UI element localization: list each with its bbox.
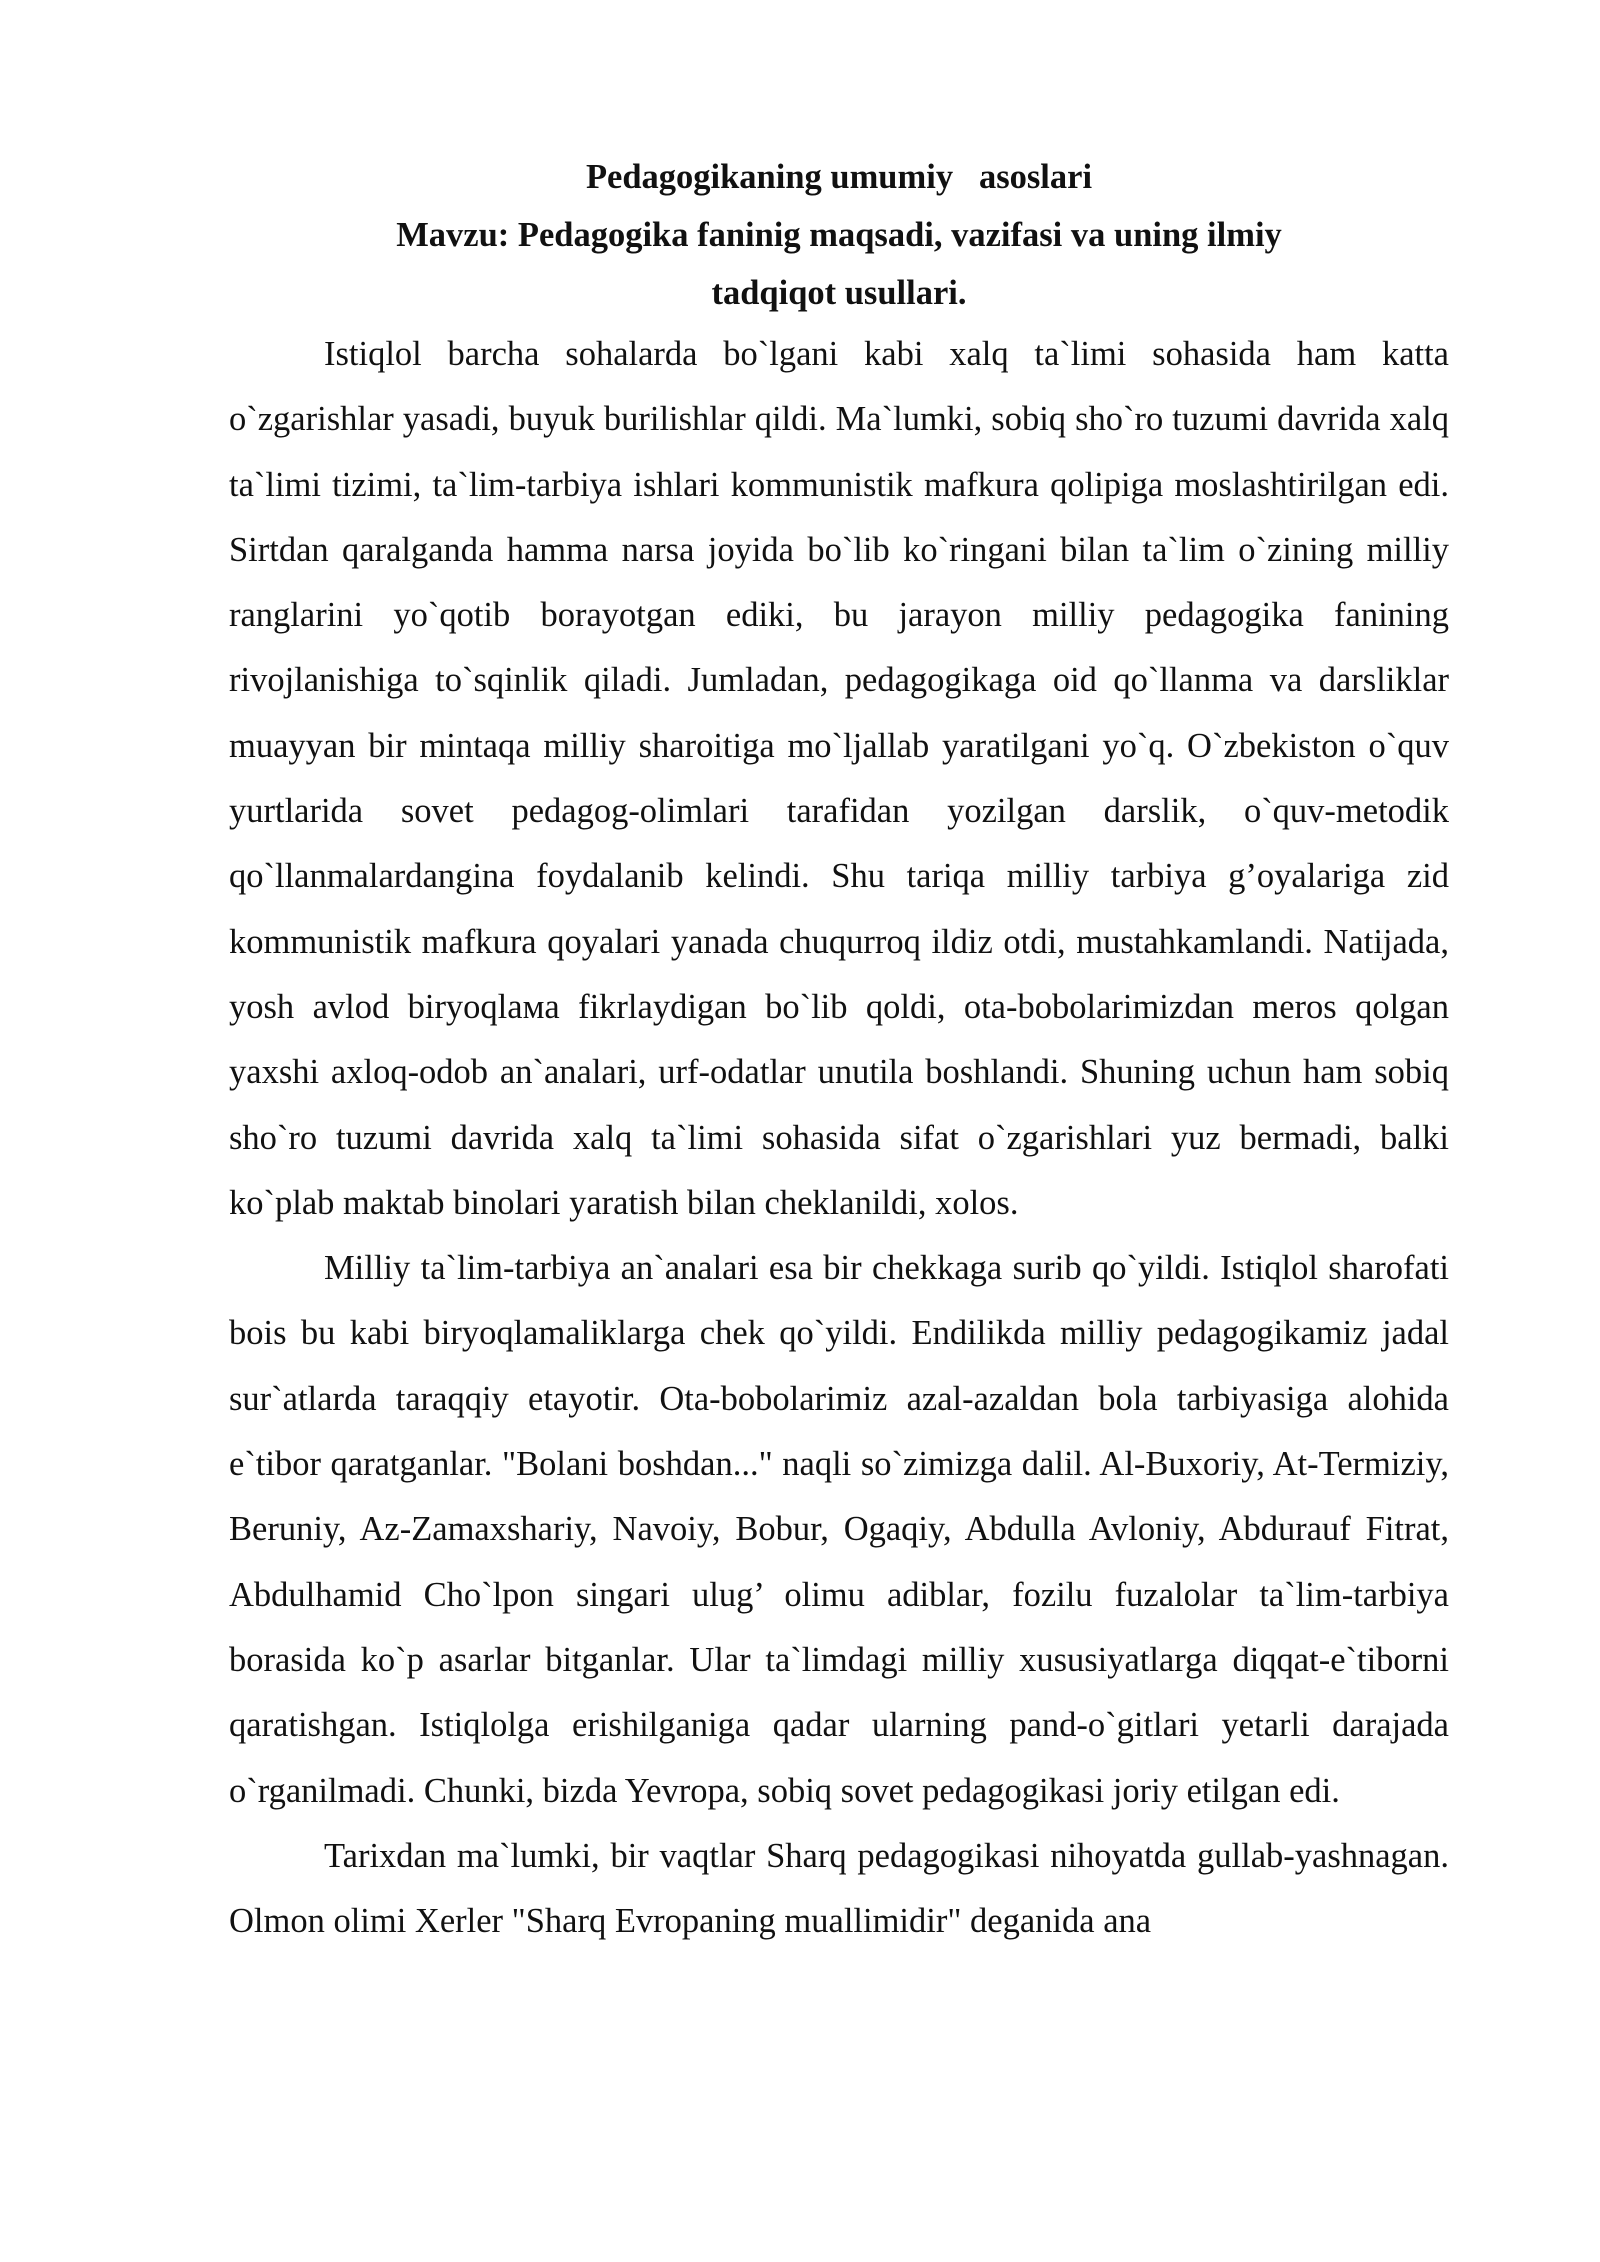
document-body: [229, 148, 1449, 1954]
paragraph-3: Tarixdan ma`lumki, bir vaqtlar Sharq pedagogikasi nihoyatda gullab-yashnagan. Olmon olimi Xerler "Sharq Evropaning muallimidir" deganida ana: [229, 1836, 1449, 1941]
paragraph-1: Istiqlol barcha sohalarda bo`lgani kabi xalq ta`limi sohasida ham katta o`zgarishlar yasadi, buyuk burilishlar qildi. Ma`lumki, sobiq sho`ro tuzumi davrida xalq ta`limi tizimi, ta`lim-tarbiya ishlari kommunistik mafkura qolipiga moslashtirilgan edi. Sirtdan qaralganda hamma narsa joyida bo`lib ko`ringani bilan ta`lim o`zining milliy ranglarini yo`qotib borayotgan ediki, bu jarayon milliy pedagogika fanining rivojlanishiga to`sqinlik qiladi. Jumladan, pedagogikaga oid qo`llanma va darsliklar muayyan bir mintaqa milliy sharoitiga mo`ljallab yaratilgani yo`q. O`zbekiston o`quv yurtlarida sovet pedagog-olimlari tarafidan yozilgan darslik, o`quv-metodik qo`llanmalardangina foydalanib kelindi. Shu tariqa milliy tarbiya g’oyalariga zid kommunistik mafkura qoyalari yanada chuqurroq ildiz otdi, mustahkamlandi. Natijada, yosh avlod biryoqlaмa fikrlaydigan bo`lib qoldi, ota-bobolarimizdan meros qolgan yaxshi axloq-odob an`analari, urf-odatlar unutila boshlandi. Shuning uchun ham sobiq sho`ro tuzumi davrida xalq ta`limi sohasida sifat o`zgarishlari yuz bermadi, balki ko`plab maktab binolari yaratish bilan cheklanildi, xolos.: [229, 335, 1449, 1222]
paragraph-2: Milliy ta`lim-tarbiya an`analari esa bir chekkaga surib qo`yildi. Istiqlol sharofati bois bu kabi biryoqlamaliklarga chek qo`yildi. Endilikda milliy pedagogikamiz jadal sur`atlarda taraqqiy etayotir. Ota-bobolarimiz azal-azaldan bola tarbiyasiga alohida e`tibor qaratganlar. "Bolani boshdan..." naqli so`zimizga dalil. Al-Buxoriy, At-Termiziy, Beruniy, Az-Zamaxshariy, Navoiy, Bobur, Ogaqiy, Abdulla Avloniy, Abdurauf Fitrat, Abdulhamid Cho`lpon singari ulug’ olimu adiblar, fozilu fuzalolar ta`lim-tarbiya borasida ko`p asarlar bitganlar. Ular ta`limdagi milliy xususiyatlarga diqqat-e`tiborni qaratishgan. Istiqlolga erishilganiga qadar ularning pand-o`gitlari yetarli darajada o`rganilmadi. Chunki, bizda Yevropa, sobiq sovet pedagogikasi joriy etilgan edi.: [229, 1249, 1449, 1810]
document-title: Pedagogikaning umumiy asoslari: [585, 158, 1093, 196]
document-subtitle-line-1: Mavzu: Pedagogika faninig maqsadi, vazifasi va uning ilmiy: [396, 216, 1282, 254]
document-subtitle-line-2: tadqiqot usullari.: [711, 274, 967, 312]
